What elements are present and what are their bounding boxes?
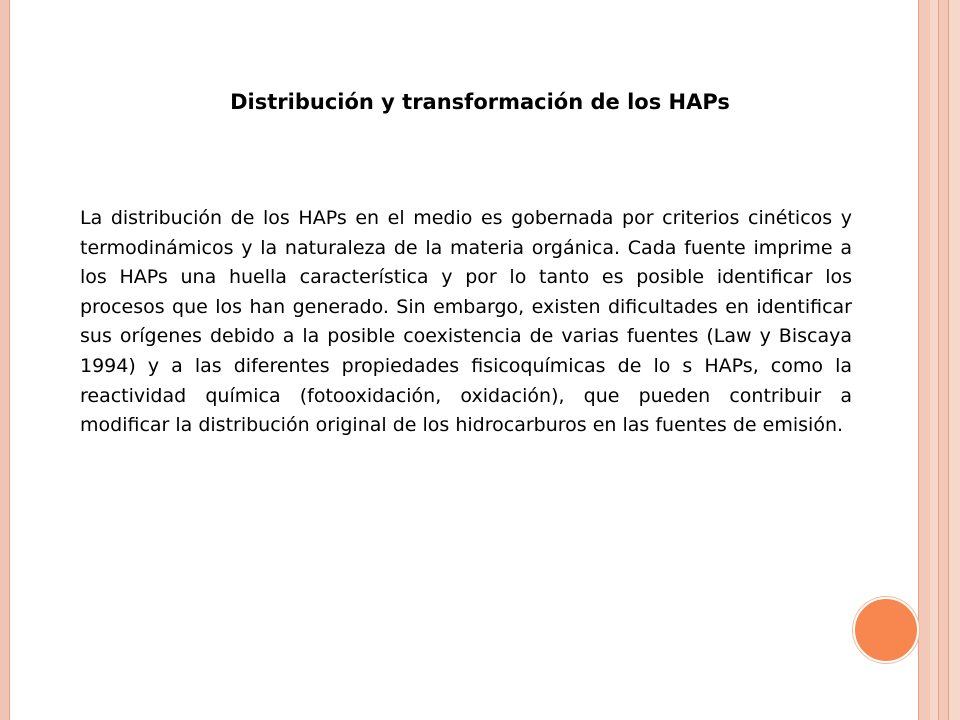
right-border-stripe (949, 0, 960, 720)
left-border-decoration (0, 0, 10, 720)
slide-title: Distribución y transformación de los HAPs (230, 90, 730, 114)
right-border-stripe (930, 0, 938, 720)
right-border-stripe (938, 0, 949, 720)
slide-body-text: La distribución de los HAPs en el medio es gobernada por criterios cinéticos y termodinámicos y la naturaleza de la materia orgánica. Cada fuente imprime a los HAPs una huella característica y por lo tanto es posible identificar los procesos que los han generado. Sin embargo, existen dificultades en identificar sus orígenes debido a la posible coexistencia de varias fuentes (Law y Biscaya 1994) y a las diferentes propiedades fisicoquímicas de lo s HAPs, como la reactividad química (fotooxidación, oxidación), que pueden contribuir a modificar la distribución original de los hidrocarburos en las fuentes de emisión. (80, 207, 852, 437)
orange-circle-decoration (853, 597, 919, 663)
